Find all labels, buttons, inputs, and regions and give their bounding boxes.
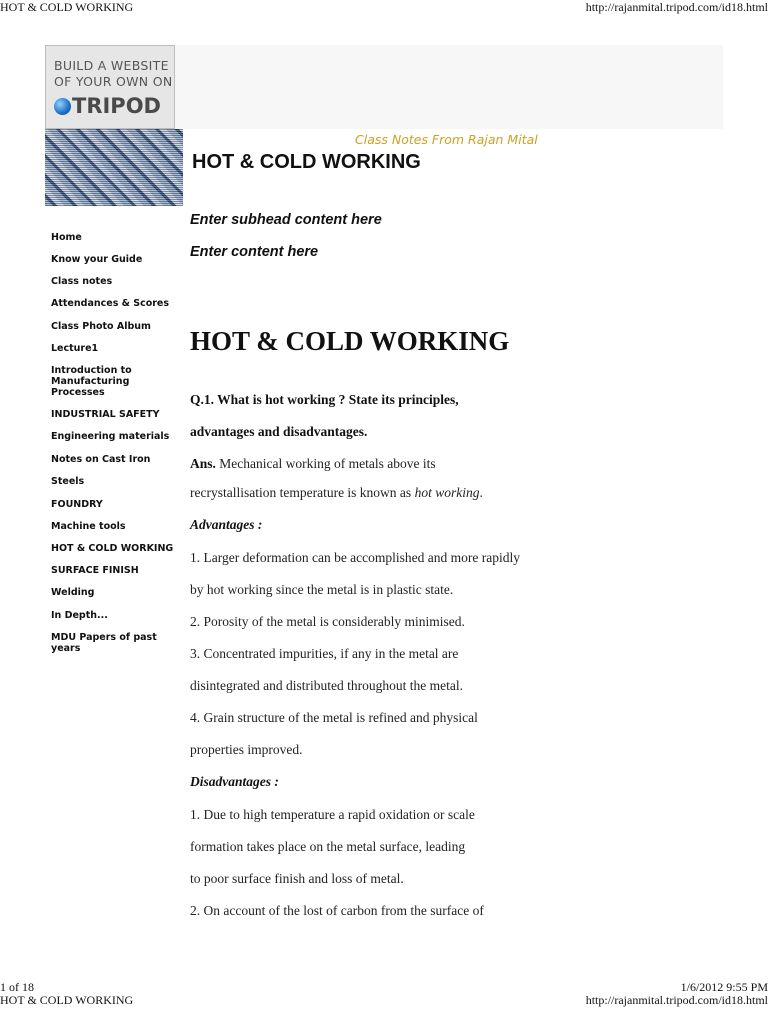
nav-item-home[interactable]: Home <box>51 232 82 243</box>
tripod-logo-text: TRIPOD <box>72 94 161 118</box>
print-footer-url: http://rajanmital.tripod.com/id18.html <box>585 993 768 1007</box>
disadvantages-heading: Disadvantages : <box>190 774 279 789</box>
dis1-line2: formation takes place on the metal surface, leading <box>190 839 466 854</box>
nav-item-intro-manufacturing[interactable]: Introduction to Manufacturing Processes <box>51 365 132 398</box>
dis2-line1: 2. On account of the lost of carbon from the surface of <box>190 903 484 918</box>
adv3-line2: disintegrated and distributed throughout the metal. <box>190 678 463 693</box>
nav-item-know-your-guide[interactable]: Know your Guide <box>51 254 143 265</box>
adv3-line1: 3. Concentrated impurities, if any in the metal are <box>190 646 459 661</box>
question-line1: Q.1. What is hot working ? State its principles, <box>190 392 459 407</box>
nav-item-engineering-materials[interactable]: Engineering materials <box>51 431 170 442</box>
advantages-heading: Advantages : <box>190 517 263 532</box>
nav-item-surface-finish[interactable]: SURFACE FINISH <box>51 565 139 576</box>
nav-item-foundry[interactable]: FOUNDRY <box>51 499 103 510</box>
nav-item-attendances-scores[interactable]: Attendances & Scores <box>51 298 170 309</box>
print-footer-page: 1 of 18 <box>0 980 34 994</box>
header-keyboard-image <box>45 129 183 206</box>
tripod-logo <box>54 94 161 118</box>
question-line2: advantages and disadvantages. <box>190 424 368 439</box>
nav-item-mdu-papers[interactable]: MDU Papers of past years <box>51 632 157 654</box>
dis1-line1: 1. Due to high temperature a rapid oxidation or scale <box>190 807 475 822</box>
dis1-line3: to poor surface finish and loss of metal. <box>190 871 404 886</box>
nav-item-lecture1[interactable]: Lecture1 <box>51 343 99 354</box>
content-placeholder-text: Enter content here <box>190 244 319 260</box>
adv1-line1: 1. Larger deformation can be accomplished and more rapidly <box>190 550 520 565</box>
nav-item-machine-tools[interactable]: Machine tools <box>51 521 126 532</box>
answer-italic-term: hot working <box>414 485 480 500</box>
adv4-line1: 4. Grain structure of the metal is refined and physical <box>190 710 478 725</box>
nav-item-class-notes[interactable]: Class notes <box>51 276 113 287</box>
print-footer-datetime: 1/6/2012 9:55 PM <box>680 980 768 994</box>
answer-text2: recrystallisation temperature is known as <box>190 485 415 500</box>
answer-line1 <box>190 456 436 472</box>
tripod-banner-ad[interactable] <box>45 45 175 129</box>
article-title: HOT & COLD WORKING <box>190 326 510 356</box>
print-header-title: HOT & COLD WORKING <box>0 0 134 14</box>
banner-line1: BUILD A WEBSITE <box>54 58 169 73</box>
nav-item-industrial-safety[interactable]: INDUSTRIAL SAFETY <box>51 409 160 420</box>
subhead-text: Enter subhead content here <box>190 212 382 228</box>
answer-text1: Mechanical working of metals above its <box>215 456 436 471</box>
print-header-url: http://rajanmital.tripod.com/id18.html <box>585 0 768 14</box>
adv1-line2: by hot working since the metal is in plastic state. <box>190 582 454 597</box>
adv2: 2. Porosity of the metal is considerably minimised. <box>190 614 465 629</box>
nav-item-welding[interactable]: Welding <box>51 587 95 598</box>
nav-item-class-photo-album[interactable]: Class Photo Album <box>51 321 151 332</box>
site-tagline: Class Notes From Rajan Mital <box>355 132 538 147</box>
adv4-line2: properties improved. <box>190 742 303 757</box>
banner-strip <box>175 45 723 129</box>
answer-end: . <box>479 485 483 500</box>
answer-line2 <box>190 485 483 501</box>
site-title: HOT & COLD WORKING <box>192 151 421 173</box>
nav-item-hot-cold-working[interactable]: HOT & COLD WORKING <box>51 543 174 554</box>
print-footer-title: HOT & COLD WORKING <box>0 993 134 1007</box>
nav-item-in-depth[interactable]: In Depth... <box>51 610 108 621</box>
banner-line2: OF YOUR OWN ON <box>54 74 173 89</box>
nav-item-notes-cast-iron[interactable]: Notes on Cast Iron <box>51 454 151 465</box>
answer-label: Ans. <box>190 456 216 471</box>
nav-item-steels[interactable]: Steels <box>51 476 85 487</box>
tripod-globe-icon <box>54 98 71 115</box>
